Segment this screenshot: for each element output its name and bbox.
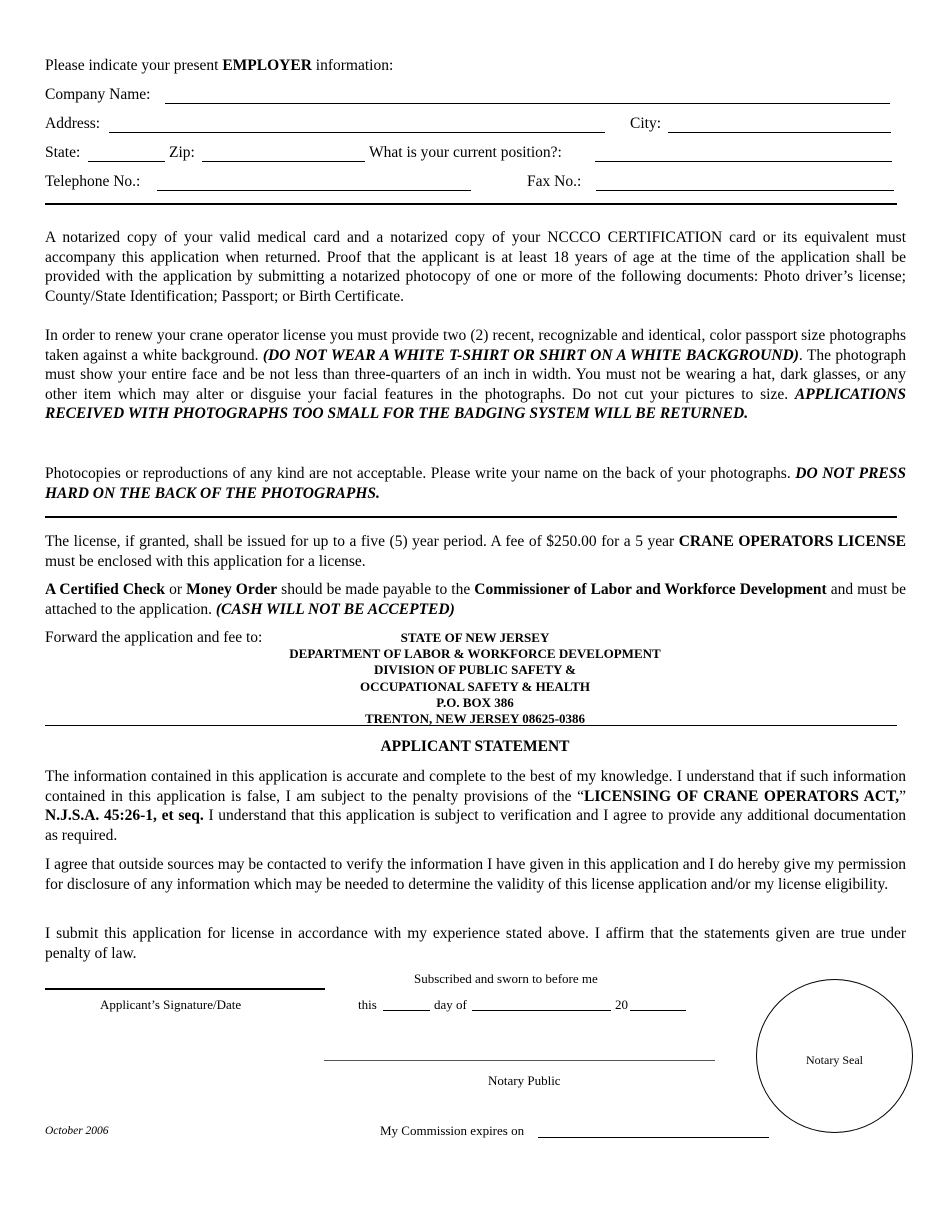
telephone-field[interactable]: [157, 190, 471, 191]
notary-public-label: Notary Public: [488, 1073, 561, 1088]
year-field[interactable]: [630, 1010, 686, 1011]
section-divider: [45, 725, 897, 726]
state-label: State:: [45, 144, 81, 161]
telephone-label: Telephone No.:: [45, 173, 141, 190]
year-prefix: 20: [615, 997, 628, 1012]
address-line: DEPARTMENT OF LABOR & WORKFORCE DEVELOPMENT: [289, 646, 661, 662]
this-label: this: [358, 997, 377, 1012]
state-field[interactable]: [88, 161, 165, 162]
fee-paragraph: The license, if granted, shall be issued for up to a five (5) year period. A fee of $250.00 for a 5 year CRANE OPERATORS LICENSE must be enclosed with this application for a license.: [45, 533, 906, 570]
statement-heading: APPLICANT STATEMENT: [380, 738, 570, 755]
address-line: OCCUPATIONAL SAFETY & HEALTH: [359, 678, 591, 694]
consent-paragraph: I agree that outside sources may be contacted to verify the information I have given in this application and I do hereby give my permission for disclosure of any information which may be needed to determine the validity of this license application and/or my license eligibility.: [45, 856, 906, 893]
zip-field[interactable]: [202, 161, 365, 162]
forward-label: Forward the application and fee to:: [45, 629, 263, 646]
affirm-paragraph: I submit this application for license in accordance with my experience stated above. I affirm that the statements given are true under penalty of law.: [45, 925, 906, 962]
address-label: Address:: [45, 115, 101, 132]
payment-paragraph: A Certified Check or Money Order should be made payable to the Commissioner of Labor and Workforce Development and must be attached to the application. (CASH WILL NOT BE ACCEPTED): [45, 581, 907, 618]
company-name-label: Company Name:: [45, 86, 151, 103]
day-of-label: day of: [434, 997, 467, 1012]
address-line: STATE OF NEW JERSEY: [400, 630, 550, 645]
notary-seal-label: Notary Seal: [806, 1053, 863, 1067]
subscribed-text: Subscribed and sworn to before me: [414, 971, 598, 986]
city-field[interactable]: [668, 132, 891, 133]
zip-label: Zip:: [169, 144, 195, 161]
address-line: TRENTON, NEW JERSEY 08625-0386: [364, 711, 586, 727]
city-label: City:: [630, 115, 662, 132]
position-label: What is your current position?:: [369, 144, 562, 161]
applicant-signature-field[interactable]: [45, 988, 325, 990]
notary-signature-field[interactable]: [324, 1060, 715, 1061]
section-divider: [45, 203, 897, 205]
photograph-paragraph: In order to renew your crane operator license you must provide two (2) recent, recognizable and identical, color passport size photographs taken against a white background. (DO NOT WEAR A WHITE T-SHIRT OR SHIRT ON A WHITE BACKGROUND). The photograph must show your entire face and be not less than three-quarters of an inch in width. You must not be wearing a hat, dark glasses, or any other item which may alter or disguise your facial features in the photographs. Do not cut your pictures to size. APPLICATIONS RECEIVED WITH PHOTOGRAPHS TOO SMALL FOR THE BADGING SYSTEM WILL BE RETURNED.: [45, 327, 906, 423]
employer-intro: Please indicate your present EMPLOYER information:: [45, 57, 394, 74]
month-field[interactable]: [472, 1010, 611, 1011]
applicant-signature-label: Applicant’s Signature/Date: [100, 997, 242, 1012]
commission-expiry-field[interactable]: [538, 1137, 769, 1138]
commission-label: My Commission expires on: [380, 1123, 525, 1138]
address-line: P.O. BOX 386: [436, 694, 514, 710]
day-field[interactable]: [383, 1010, 430, 1011]
fax-field[interactable]: [596, 190, 894, 191]
position-field[interactable]: [595, 161, 892, 162]
fax-label: Fax No.:: [527, 173, 582, 190]
form-date: October 2006: [45, 1125, 109, 1137]
photocopies-paragraph: Photocopies or reproductions of any kind are not acceptable. Please write your name on the back of your photographs. DO NOT PRESS HARD ON THE BACK OF THE PHOTOGRAPHS.: [45, 465, 906, 502]
mailing-address: [45, 630, 905, 727]
address-field[interactable]: [109, 132, 605, 133]
section-divider: [45, 516, 897, 518]
medical-card-paragraph: A notarized copy of your valid medical card and a notarized copy of your NCCCO CERTIFICATION card or its equivalent must accompany this application when returned. Proof that the applicant is at least 18 years of age at the time of the application shall be provided with the application by submitting a notarized photocopy of one or more of the following documents: Photo driver’s license; County/State Identification; Passport; or Birth Certificate.: [45, 229, 906, 305]
company-name-field[interactable]: [165, 103, 890, 104]
statement-paragraph: The information contained in this application is accurate and complete to the best of my knowledge. I understand that if such information contained in this application is false, I am subject to the penalty provisions of the “LICENSING OF CRANE OPERATORS ACT,” N.J.S.A. 45:26-1, et seq. I understand that this application is subject to verification and I agree to provide any additional documentation as required.: [45, 768, 906, 844]
notary-seal-circle: [756, 979, 913, 1133]
address-line: DIVISION OF PUBLIC SAFETY &: [373, 662, 576, 678]
